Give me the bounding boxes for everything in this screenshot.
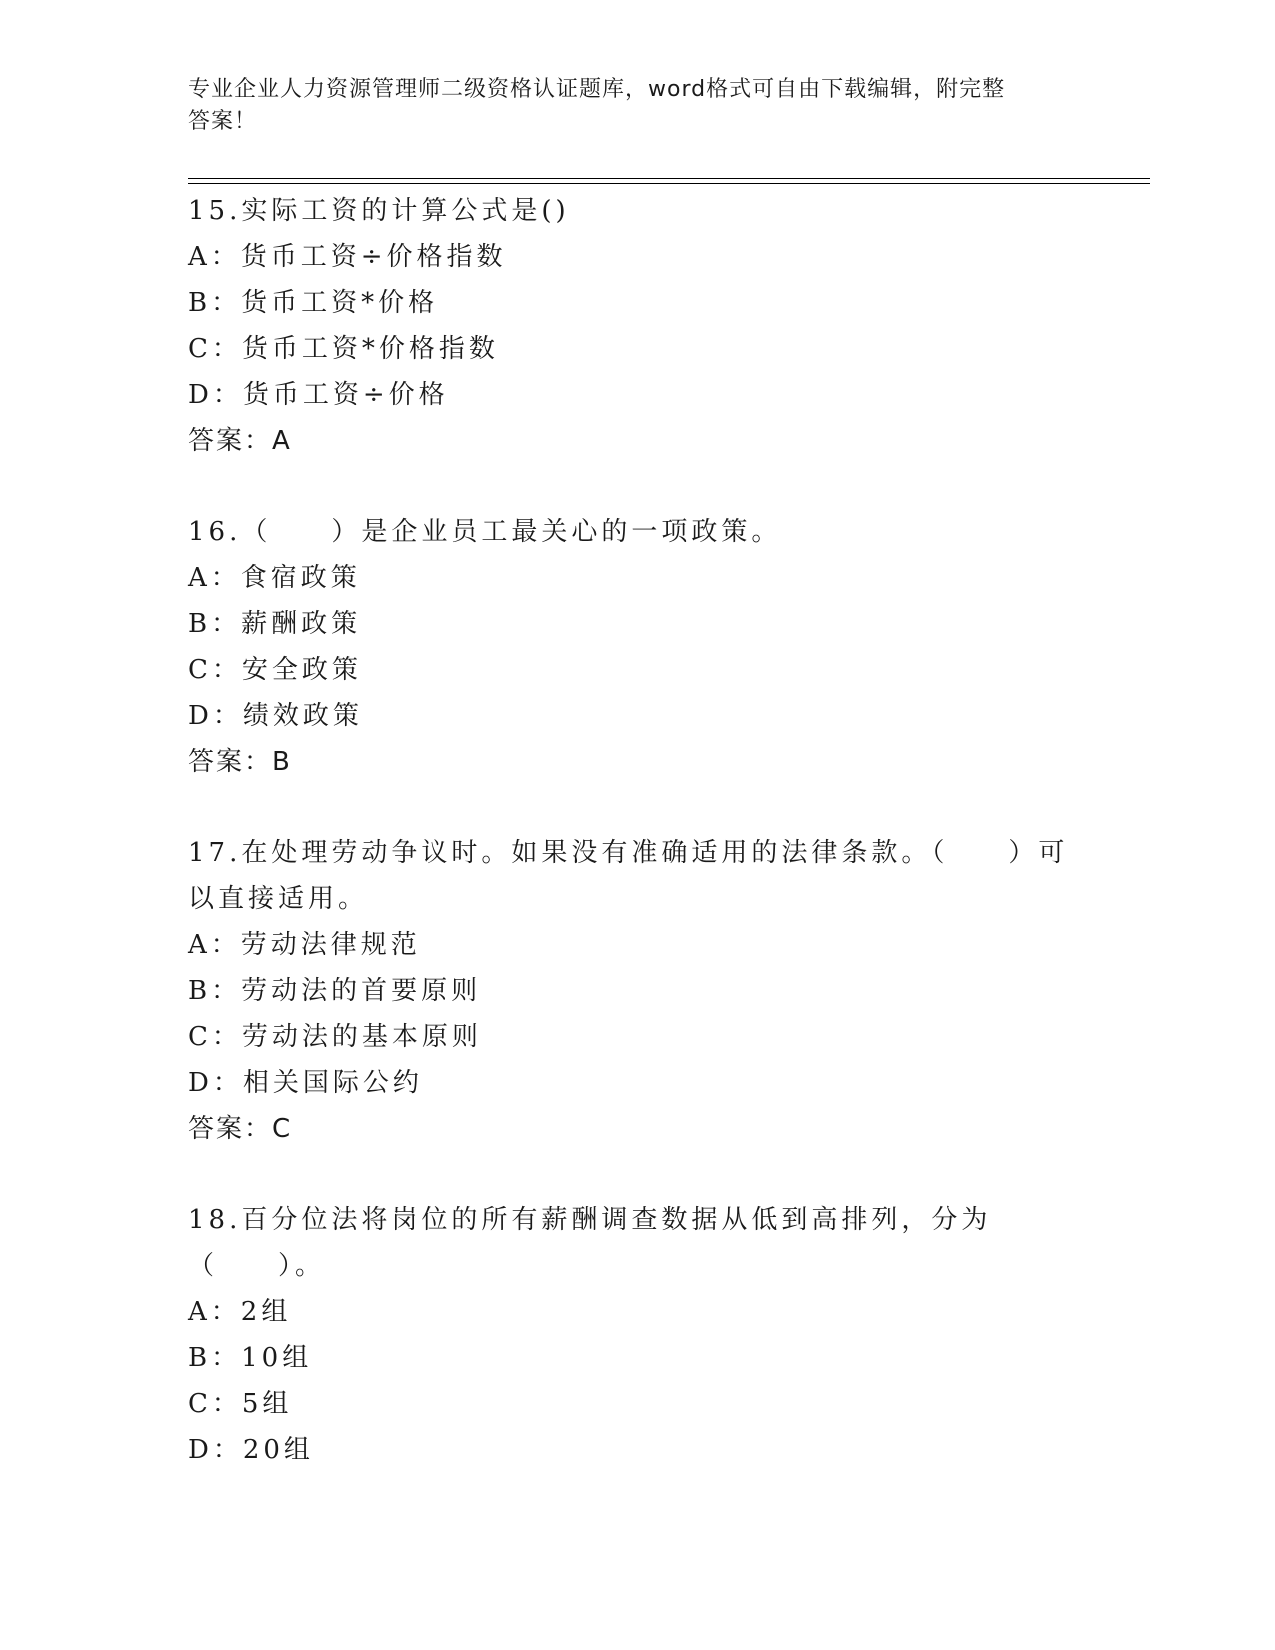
- header-divider-top: [188, 178, 1150, 179]
- question-stem: 16.（ ）是企业员工最关心的一项政策。: [188, 517, 782, 547]
- header-divider-bottom: [188, 183, 1150, 184]
- header-line-2: 答案！: [188, 109, 258, 134]
- option-b: B：10组: [188, 1343, 313, 1373]
- option-c: C：劳动法的基本原则: [188, 1022, 482, 1052]
- option-c: C：货币工资*价格指数: [188, 334, 499, 364]
- question-list: [188, 188, 1088, 1518]
- question-17: [188, 830, 1088, 1152]
- question-stem: 17.在处理劳动争议时。如果没有准确适用的法律条款。（ ）可以直接适用。: [188, 838, 1069, 914]
- option-a: A：劳动法律规范: [188, 930, 421, 960]
- option-c: C：5组: [188, 1389, 293, 1419]
- option-b: B：货币工资*价格: [188, 288, 439, 318]
- question-18: [188, 1197, 1088, 1473]
- question-stem: 15.实际工资的计算公式是(): [188, 196, 570, 226]
- question-15: [188, 188, 1088, 464]
- answer: 答案：B: [188, 747, 292, 777]
- option-a: A：食宿政策: [188, 563, 361, 593]
- option-b: B：劳动法的首要原则: [188, 976, 482, 1006]
- question-16: [188, 509, 1088, 785]
- answer: 答案：A: [188, 426, 292, 456]
- option-a: A：货币工资÷价格指数: [188, 242, 507, 272]
- option-c: C：安全政策: [188, 655, 362, 685]
- option-b: B：薪酬政策: [188, 609, 362, 639]
- question-stem: 18.百分位法将岗位的所有薪酬调查数据从低到高排列，分为（ ）。: [188, 1205, 992, 1281]
- option-d: D：20组: [188, 1435, 314, 1465]
- option-a: A：2组: [188, 1297, 292, 1327]
- header-line-1: 专业企业人力资源管理师二级资格认证题库，word格式可自由下载编辑，附完整: [188, 77, 1006, 102]
- option-d: D：相关国际公约: [188, 1068, 423, 1098]
- page-header: [188, 74, 1088, 138]
- option-d: D：货币工资÷价格: [188, 380, 449, 410]
- option-d: D：绩效政策: [188, 701, 363, 731]
- answer: 答案：C: [188, 1114, 293, 1144]
